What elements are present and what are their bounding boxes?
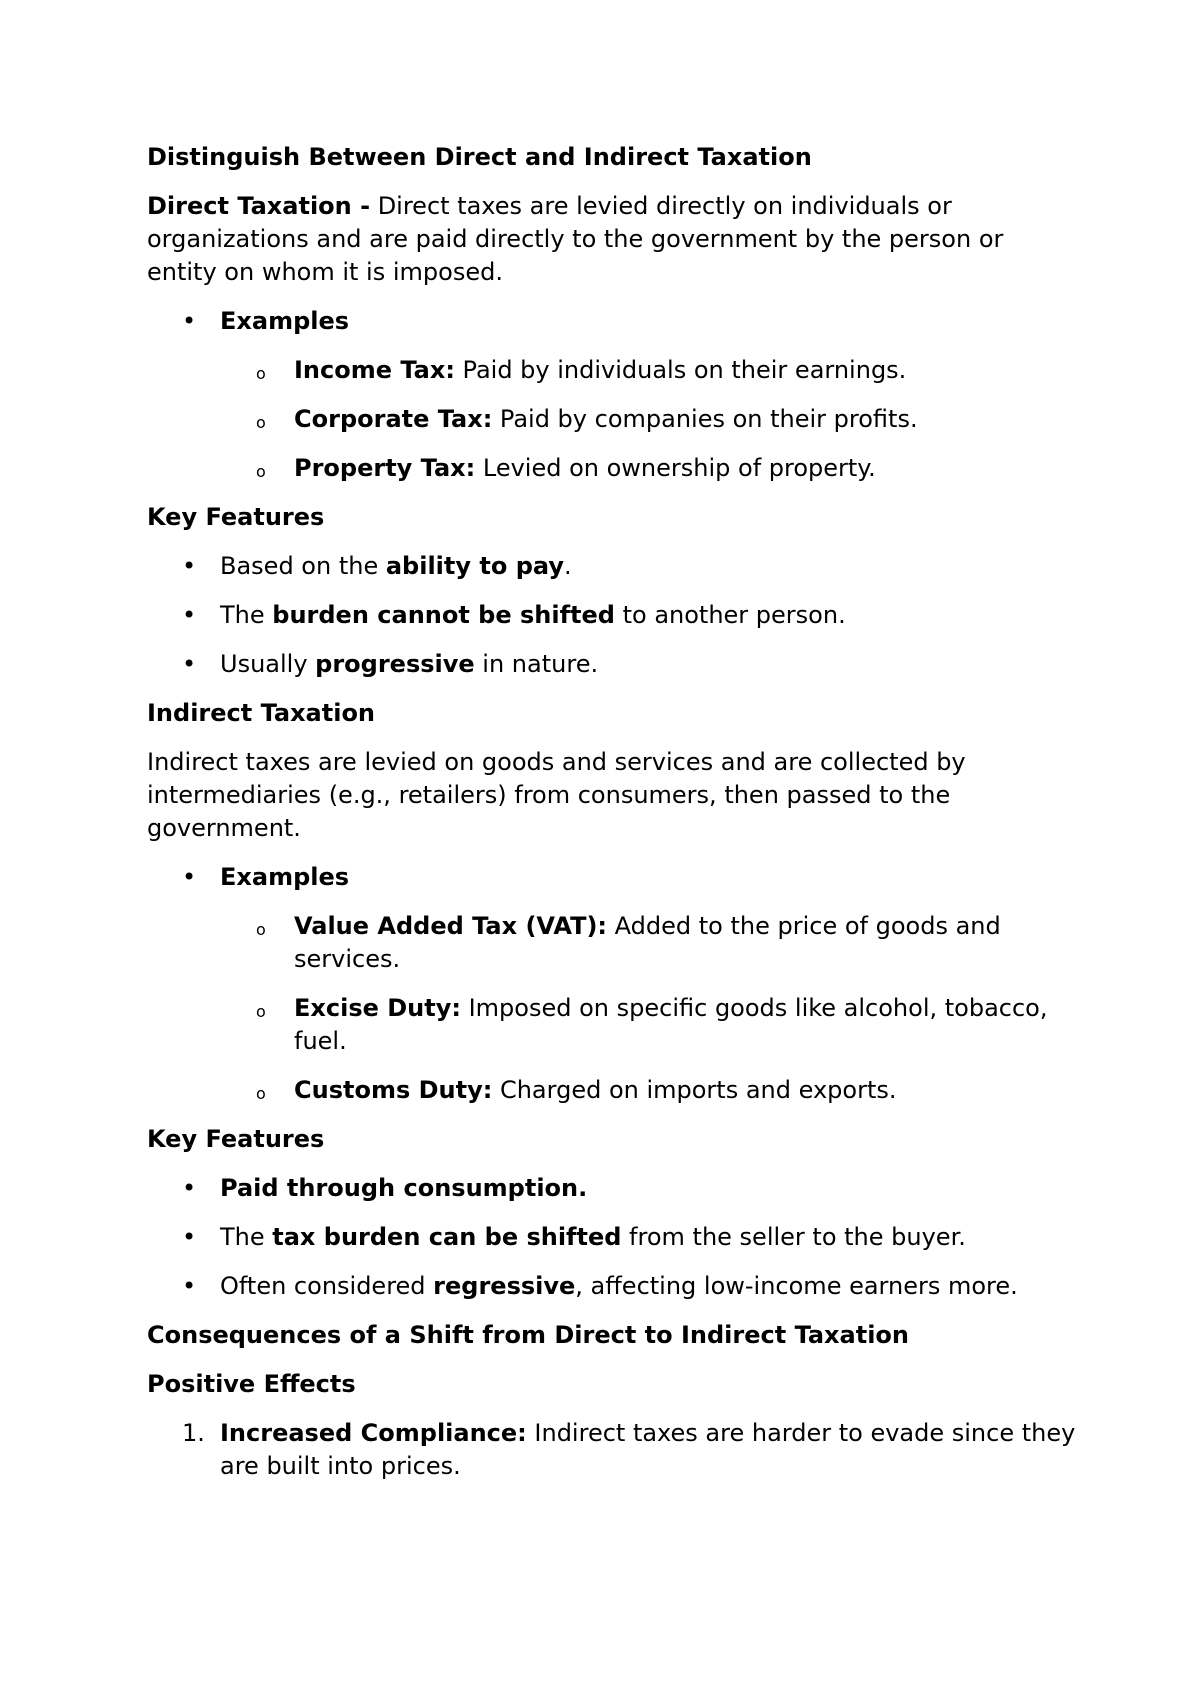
effect-desc: Indirect taxes are harder to evade since they are built into prices. [220, 1419, 1076, 1480]
example-term: Income Tax: [294, 356, 455, 384]
feature-text: Often considered [220, 1272, 434, 1300]
effect-term: Increased Compliance: [220, 1419, 527, 1447]
section-heading: Consequences of a Shift from Direct to Indirect Taxation [147, 1321, 909, 1349]
indirect-taxation-paragraph: Indirect taxes are levied on goods and services and are collected by intermediaries (e.g., retailers) from consumers, then passed to the government. [147, 748, 966, 842]
direct-taxation-text: Direct taxes are levied directly on individuals or organizations and are paid directly to the government by the person or entity on whom it is imposed. [147, 192, 1004, 286]
sub-bullet-icon: o [256, 462, 266, 481]
direct-features-list [147, 550, 1077, 681]
list-item [147, 1221, 1077, 1254]
example-term: Corporate Tax: [294, 405, 493, 433]
list-item [147, 599, 1077, 632]
bullet-icon: • [182, 863, 197, 891]
feature-text: from the seller to the buyer. [621, 1223, 966, 1251]
document-page [147, 141, 1077, 1499]
example-desc: Levied on ownership of property. [475, 454, 876, 482]
bullet-icon: • [182, 601, 197, 629]
bullet-icon: • [182, 552, 197, 580]
feature-bold: progressive [315, 650, 475, 678]
feature-bold: Paid through consumption. [220, 1174, 588, 1202]
example-term: Excise Duty: [294, 994, 461, 1022]
examples-label: Examples [220, 863, 350, 891]
list-item [147, 648, 1077, 681]
indirect-examples-list [147, 861, 1077, 1107]
example-desc: Charged on imports and exports. [492, 1076, 897, 1104]
list-item [147, 550, 1077, 583]
feature-text: in nature. [474, 650, 599, 678]
feature-text: Usually [220, 650, 316, 678]
list-item [147, 1270, 1077, 1303]
bullet-icon: • [182, 1272, 197, 1300]
feature-text: to another person. [614, 601, 846, 629]
positive-effects-list [147, 1417, 1077, 1483]
feature-text: , affecting low-income earners more. [575, 1272, 1018, 1300]
list-item [147, 992, 1077, 1058]
list-item [147, 1172, 1077, 1205]
list-item [147, 452, 1077, 485]
list-item [147, 1074, 1077, 1107]
sub-bullet-icon: o [256, 413, 266, 432]
example-desc: Paid by companies on their profits. [492, 405, 918, 433]
section-heading: Indirect Taxation [147, 699, 376, 727]
section-heading: Key Features [147, 1125, 325, 1153]
bullet-icon: • [182, 307, 197, 335]
direct-taxation-label: Direct Taxation - [147, 192, 371, 220]
bullet-icon: • [182, 650, 197, 678]
example-desc: Imposed on specific goods like alcohol, tobacco, fuel. [294, 994, 1048, 1055]
example-term: Customs Duty: [294, 1076, 493, 1104]
feature-text: Based on the [220, 552, 386, 580]
feature-text: . [563, 552, 572, 580]
feature-text: The [220, 1223, 273, 1251]
list-item [147, 910, 1077, 976]
feature-bold: ability to pay [385, 552, 564, 580]
section-heading: Key Features [147, 503, 325, 531]
feature-bold: regressive [433, 1272, 576, 1300]
bullet-icon: • [182, 1174, 197, 1202]
sub-bullet-icon: o [256, 920, 266, 939]
example-term: Value Added Tax (VAT): [294, 912, 608, 940]
example-term: Property Tax: [294, 454, 476, 482]
indirect-features-list [147, 1172, 1077, 1303]
list-number: 1. [182, 1419, 205, 1447]
sub-bullet-icon: o [256, 1002, 266, 1021]
subsection-heading: Positive Effects [147, 1370, 356, 1398]
list-item [147, 861, 1077, 894]
example-desc: Paid by individuals on their earnings. [454, 356, 907, 384]
sub-bullet-icon: o [256, 364, 266, 383]
list-item [147, 354, 1077, 387]
examples-label: Examples [220, 307, 350, 335]
example-desc: Added to the price of goods and services. [294, 912, 1001, 973]
direct-taxation-paragraph [147, 190, 1077, 289]
sub-bullet-icon: o [256, 1084, 266, 1103]
list-item [147, 1417, 1077, 1483]
list-item [147, 305, 1077, 338]
feature-bold: burden cannot be shifted [272, 601, 615, 629]
feature-bold: tax burden can be shifted [272, 1223, 622, 1251]
list-item [147, 403, 1077, 436]
feature-text: The [220, 601, 273, 629]
direct-examples-list [147, 305, 1077, 485]
page-title: Distinguish Between Direct and Indirect Taxation [147, 143, 812, 171]
bullet-icon: • [182, 1223, 197, 1251]
